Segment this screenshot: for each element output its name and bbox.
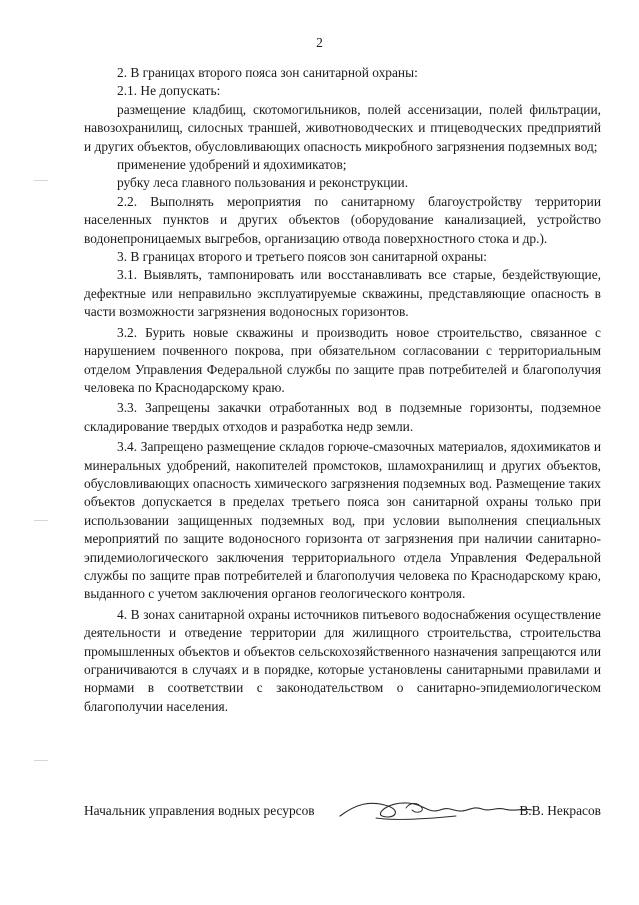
document-body (84, 64, 601, 716)
paragraph-2-1-c: рубку леса главного пользования и реконструкции. (117, 175, 409, 191)
paragraph-2-1-b: применение удобрений и ядохимикатов; (117, 157, 347, 173)
signature-block (84, 802, 601, 842)
paragraph-4: 4. В зонах санитарной охраны источников питьевого водоснабжения осуществление деятельности и отведение территории для жилищного строительства, строительства промышленных объектов и объектов сельскохозяйственного назначения запрещаются или ограничиваются в случаях и в порядке, которые установлены санитарными правилами и нормами в соответствии с законодательством о санитарно-эпидемиологическом благополучии населения. (84, 606, 601, 714)
paragraph-3-1: 3.1. Выявлять, тампонировать или восстанавливать все старые, бездействующие, дефектные или неправильно эксплуатируемые скважины, представляющие опасность в части возможности загрязнения водоносных горизонтов. (84, 267, 601, 320)
paragraph-2-1-a: размещение кладбищ, скотомогильников, полей ассенизации, полей фильтрации, навозохранилищ, силосных траншей, животноводческих и птицеводческих предприятий и других объектов, обусловливающих опасность микробного загрязнения подземных вод; (84, 101, 601, 154)
paragraph-2-2: 2.2. Выполнять мероприятия по санитарному благоустройству территории населенных пунктов и других объектов (оборудование канализацией, устройство водонепроницаемых выгребов, организацию отвода поверхностного стока и др.). (84, 193, 601, 246)
paragraph-3-4: 3.4. Запрещено размещение складов горюче-смазочных материалов, ядохимикатов и минеральных удобрений, накопителей промстоков, шламохранилищ и других объектов, обусловливающих опасность химического загрязнения подземных вод. Размещение таких объектов допускается в пределах третьего пояса зон санитарной охраны только при использовании защищенных подземных вод, при условии выполнения специальных мероприятий по защите водоносного горизонта от загрязнения при наличии санитарно-эпидемиологического заключения территориального отдела Управления Федеральной службы по защите прав потребителей и благополучия человека по Краснодарскому краю, выданного с учетом заключения органов геологического контроля. (84, 439, 601, 602)
paragraph-3-2: 3.2. Бурить новые скважины и производить новое строительство, связанное с нарушением почвенного покрова, при обязательном согласовании с территориальным отделом Управления Федеральной службы по защите прав потребителей и благополучия человека по Краснодарскому краю. (84, 324, 601, 395)
paragraph-3-3: 3.3. Запрещены закачки отработанных вод в подземные горизонты, подземное складирование твердых отходов и разработка недр земли. (84, 400, 601, 434)
paragraph-3: 3. В границах второго и третьего поясов зон санитарной охраны: (117, 249, 487, 265)
signatory-name: В.В. Некрасов (519, 803, 601, 818)
paragraph-2-1: 2.1. Не допускать: (117, 83, 221, 99)
paragraph-2: 2. В границах второго пояса зон санитарной охраны: (117, 65, 418, 80)
margin-scan-mark (34, 760, 48, 761)
page-number: 2 (316, 35, 323, 50)
margin-scan-mark (34, 520, 48, 521)
signatory-position: Начальник управления водных ресурсов (84, 803, 315, 818)
handwritten-signature (336, 794, 536, 830)
margin-scan-mark (34, 180, 48, 181)
